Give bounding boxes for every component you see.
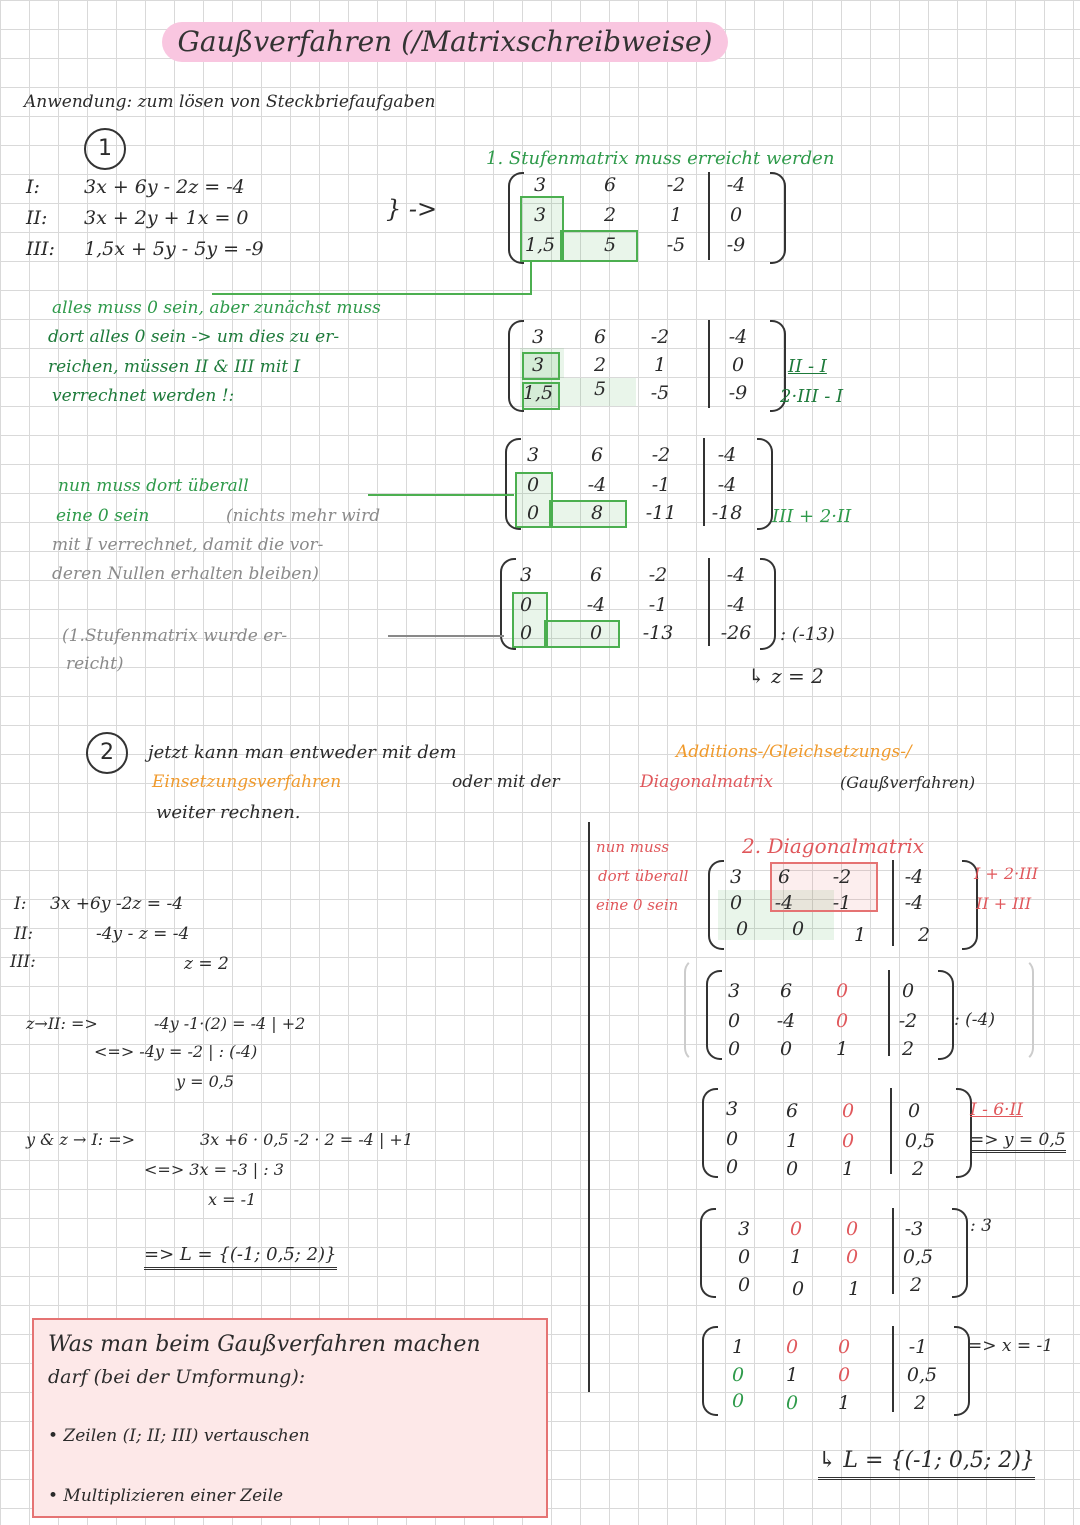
connector-line	[212, 293, 532, 295]
bracket-right	[757, 438, 773, 530]
dm5-cell: 0	[785, 1336, 799, 1358]
m1-cell: 6	[603, 174, 617, 196]
rules-title: Was man beim Gaußverfahren machen	[48, 1332, 481, 1357]
dm5-cell: 0,5	[906, 1364, 938, 1386]
system-arrow: } ->	[386, 195, 438, 223]
rules-title-2: darf (bei der Umformung):	[48, 1366, 306, 1388]
eq-text-3: 1,5x + 5y - 5y = -9	[84, 238, 264, 260]
dm3-cell: 3	[725, 1098, 739, 1120]
m3-cell: -11	[645, 502, 677, 524]
matrix-2	[508, 320, 788, 416]
m2-cell: 1,5	[522, 382, 554, 404]
dm1-cell: -2	[832, 866, 852, 888]
note-line: deren Nullen erhalten bleiben)	[52, 564, 319, 584]
bracket-right	[952, 1208, 968, 1298]
m4-cell: 0	[519, 622, 533, 644]
augment-bar	[708, 172, 710, 260]
dm5-cell: 0	[837, 1336, 851, 1358]
sys-label: III:	[10, 952, 36, 972]
m3-cell: -18	[711, 502, 743, 524]
note-line: (1.Stufenmatrix wurde er-	[62, 626, 288, 646]
m4-cell: -13	[642, 622, 674, 644]
dm4-cell: 0,5	[902, 1246, 934, 1268]
note-line: verrechnet werden !:	[52, 386, 235, 406]
dm5-cell: 2	[913, 1392, 927, 1414]
sys-text: -4y - z = -4	[96, 924, 190, 944]
m3-cell: 3	[526, 444, 540, 466]
dm3-cell: 2	[911, 1158, 925, 1180]
row-op: II - I	[788, 356, 827, 377]
m4-cell: -4	[726, 594, 746, 616]
step2-text: Diagonalmatrix	[640, 772, 774, 792]
dm5-cell: 0	[837, 1364, 851, 1386]
m4-cell: -4	[586, 594, 606, 616]
step-number-1: 1	[84, 128, 126, 170]
dm1-cell: -4	[774, 892, 794, 914]
dm3-cell: 1	[841, 1158, 855, 1180]
row-op: I + 2·III	[974, 864, 1039, 883]
m2-cell: 3	[531, 326, 545, 348]
dm4-cell: 0	[737, 1246, 751, 1268]
dm1-cell: -1	[832, 892, 852, 914]
solution-left: => L = {(-1; 0,5; 2)}	[144, 1244, 337, 1270]
dm4-cell: 0	[791, 1278, 805, 1300]
sys-text: z = 2	[184, 954, 229, 974]
m4-cell: -26	[720, 622, 752, 644]
diag-note: eine 0 sein	[596, 896, 679, 914]
m1-cell: 0	[729, 204, 743, 226]
column-divider	[588, 822, 590, 1392]
m4-cell: -1	[648, 594, 668, 616]
bracket-left	[702, 1326, 718, 1416]
m3-cell: -4	[587, 474, 607, 496]
m2-cell: -5	[650, 382, 670, 404]
m4-cell: -2	[648, 564, 668, 586]
dm5-cell: 1	[837, 1392, 851, 1414]
eq-text-2: 3x + 2y + 1x = 0	[84, 207, 249, 229]
dm2-cell: 1	[835, 1038, 849, 1060]
result-z: ↳ z = 2	[748, 664, 824, 688]
solution-right: ↳ L = {(-1; 0,5; 2)}	[818, 1448, 1035, 1480]
connector-line	[530, 262, 532, 294]
m4-cell: -4	[726, 564, 746, 586]
m1-cell: 1,5	[524, 234, 556, 256]
note-line: alles muss 0 sein, aber zunächst muss	[52, 298, 381, 318]
sys-label: I:	[14, 894, 27, 914]
m3-cell: -2	[651, 444, 671, 466]
dm5-cell: 0	[785, 1392, 799, 1414]
m1-cell: 3	[533, 174, 547, 196]
stufenmatrix-heading: 1. Stufenmatrix muss erreicht werden	[486, 148, 835, 169]
dm4-cell: 1	[847, 1278, 861, 1300]
m3-cell: -4	[717, 474, 737, 496]
bracket-right	[760, 558, 776, 650]
dm2-cell: 0	[835, 1010, 849, 1032]
sub-line: x = -1	[208, 1190, 257, 1209]
eq-text-1: 3x + 6y - 2z = -4	[84, 176, 245, 198]
m1-cell: 2	[603, 204, 617, 226]
m3-cell: -1	[651, 474, 671, 496]
rules-item: • Zeilen (I; II; III) vertauschen	[48, 1426, 310, 1446]
m3-cell: 8	[590, 502, 604, 524]
row-op: II + III	[976, 894, 1032, 913]
diag-matrix-3	[702, 1088, 972, 1184]
row-result: => x = -1	[968, 1336, 1054, 1356]
note-line: (nichts mehr wird	[226, 506, 381, 526]
bracket-right	[770, 172, 786, 264]
m1-cell: -4	[726, 174, 746, 196]
m4-cell: 3	[519, 564, 533, 586]
dm2-cell: 0	[727, 1010, 741, 1032]
note-line: reicht)	[66, 654, 124, 674]
sub-label: z→II: =>	[26, 1014, 98, 1033]
dm5-cell: -1	[908, 1336, 928, 1358]
dm3-cell: 0	[725, 1156, 739, 1178]
augment-bar	[703, 438, 705, 526]
dm2-cell: 0	[727, 1038, 741, 1060]
m2-cell: 1	[653, 354, 667, 376]
row-op: : (-13)	[780, 624, 835, 645]
dm1-cell: -4	[904, 892, 924, 914]
note-line: dort alles 0 sein -> um dies zu er-	[48, 327, 340, 347]
m4-cell: 0	[589, 622, 603, 644]
dm3-cell: 0,5	[904, 1130, 936, 1152]
dm2-cell: 6	[779, 980, 793, 1002]
diag-note: dort überall	[598, 867, 689, 885]
row-op: III + 2·II	[772, 506, 852, 527]
row-result: => y = 0,5	[970, 1130, 1066, 1153]
step2-text: oder mit der	[452, 772, 560, 792]
note-line: mit I verrechnet, damit die vor-	[52, 535, 324, 555]
pointer-arrow	[388, 635, 504, 637]
m2-cell: -4	[728, 326, 748, 348]
dm4-cell: 0	[845, 1246, 859, 1268]
page-title: Gaußverfahren (/Matrixschreibweise)	[162, 22, 728, 62]
m2-cell: -9	[728, 382, 748, 404]
m2-cell: 3	[531, 354, 545, 376]
dm3-cell: 0	[841, 1100, 855, 1122]
sub-line: -4y -1·(2) = -4 | +2	[154, 1014, 306, 1033]
pointer-arrow	[368, 494, 514, 496]
rules-item: • Multiplizieren einer Zeile	[48, 1486, 284, 1506]
sub-line: <=> -4y = -2 | : (-4)	[94, 1042, 258, 1061]
diag-matrix-2	[706, 970, 976, 1066]
row-op: : (-4)	[954, 1010, 995, 1030]
dm1-cell: 0	[791, 918, 805, 940]
diag-note: nun muss	[596, 838, 670, 856]
row-op: I - 6·II	[970, 1100, 1023, 1120]
sub-label: y & z → I: =>	[26, 1130, 136, 1149]
dm3-cell: 0	[785, 1158, 799, 1180]
dm3-cell: 0	[725, 1128, 739, 1150]
dm4-cell: 0	[845, 1218, 859, 1240]
dm2-cell: 2	[901, 1038, 915, 1060]
dm2-cell: 0	[835, 980, 849, 1002]
eq-label-2: II:	[26, 207, 48, 229]
diagonalmatrix-heading: 2. Diagonalmatrix	[742, 834, 925, 858]
dm1-cell: 2	[917, 924, 931, 946]
diag-matrix-4	[700, 1208, 970, 1304]
step2-text: Additions-/Gleichsetzungs-/	[676, 742, 912, 762]
step2-text: weiter rechnen.	[156, 802, 301, 823]
dm5-cell: 0	[731, 1390, 745, 1412]
m1-cell: 1	[669, 204, 683, 226]
m1-cell: 5	[603, 234, 617, 256]
row-op: : 3	[970, 1216, 992, 1236]
augment-bar	[890, 1088, 892, 1174]
matrix-3	[505, 438, 785, 534]
diag-matrix-1	[708, 860, 978, 956]
m3-cell: 6	[590, 444, 604, 466]
dm5-cell: 0	[731, 1364, 745, 1386]
m3-cell: -4	[717, 444, 737, 466]
m2-cell: 2	[593, 354, 607, 376]
m1-cell: -2	[666, 174, 686, 196]
dm4-cell: -3	[904, 1218, 924, 1240]
row-op: 2·III - I	[780, 386, 844, 407]
matrix-1	[508, 172, 788, 268]
dm4-cell: 0	[737, 1274, 751, 1296]
dm1-cell: 6	[777, 866, 791, 888]
dm2-cell: -2	[898, 1010, 918, 1032]
step-number-2: 2	[86, 732, 128, 774]
m4-cell: 0	[519, 594, 533, 616]
dm1-cell: 0	[735, 918, 749, 940]
dm3-cell: 0	[907, 1100, 921, 1122]
sys-label: II:	[14, 924, 34, 944]
diag-matrix-5	[702, 1326, 972, 1422]
m2-cell: 5	[593, 378, 607, 400]
dm4-cell: 3	[737, 1218, 751, 1240]
dm4-cell: 1	[789, 1246, 803, 1268]
note-line: nun muss dort überall	[58, 476, 249, 496]
m3-cell: 0	[526, 474, 540, 496]
m1-cell: -9	[726, 234, 746, 256]
dm2-cell: 0	[779, 1038, 793, 1060]
note-line: reichen, müssen II & III mit I	[48, 357, 301, 377]
m2-cell: 0	[731, 354, 745, 376]
step2-text: (Gaußverfahren)	[840, 773, 976, 792]
dm3-cell: 1	[785, 1130, 799, 1152]
augment-bar	[892, 1326, 894, 1412]
dm4-cell: 2	[909, 1274, 923, 1296]
m1-cell: -5	[666, 234, 686, 256]
dm2-cell: -4	[776, 1010, 796, 1032]
dm1-cell: 0	[729, 892, 743, 914]
dm4-cell: 0	[789, 1218, 803, 1240]
sub-line: <=> 3x = -3 | : 3	[144, 1160, 284, 1179]
eq-label-1: I:	[26, 176, 40, 198]
m3-cell: 0	[526, 502, 540, 524]
dm3-cell: 0	[841, 1130, 855, 1152]
sys-text: 3x +6y -2z = -4	[50, 894, 184, 914]
dm2-cell: 0	[901, 980, 915, 1002]
sub-line: 3x +6 · 0,5 -2 · 2 = -4 | +1	[200, 1130, 413, 1149]
m1-cell: 3	[533, 204, 547, 226]
m4-cell: 6	[589, 564, 603, 586]
dm2-cell: 3	[727, 980, 741, 1002]
bracket-left	[700, 1208, 716, 1298]
note-line: eine 0 sein	[56, 506, 150, 526]
step2-text: jetzt kann man entweder mit dem	[148, 742, 457, 763]
augment-bar	[708, 320, 710, 408]
dm1-cell: -4	[904, 866, 924, 888]
dm1-cell: 3	[729, 866, 743, 888]
augment-bar	[708, 558, 710, 646]
m2-cell: -2	[650, 326, 670, 348]
dm1-cell: 1	[853, 924, 867, 946]
application-line: Anwendung: zum lösen von Steckbriefaufgaben	[24, 92, 436, 112]
dm3-cell: 6	[785, 1100, 799, 1122]
dm5-cell: 1	[785, 1364, 799, 1386]
matrix-4	[500, 558, 790, 654]
step2-text: Einsetzungsverfahren	[152, 772, 342, 792]
sub-line: y = 0,5	[176, 1072, 235, 1091]
eq-label-3: III:	[26, 238, 55, 260]
dm5-cell: 1	[731, 1336, 745, 1358]
m2-cell: 6	[593, 326, 607, 348]
bracket-right	[938, 970, 954, 1060]
